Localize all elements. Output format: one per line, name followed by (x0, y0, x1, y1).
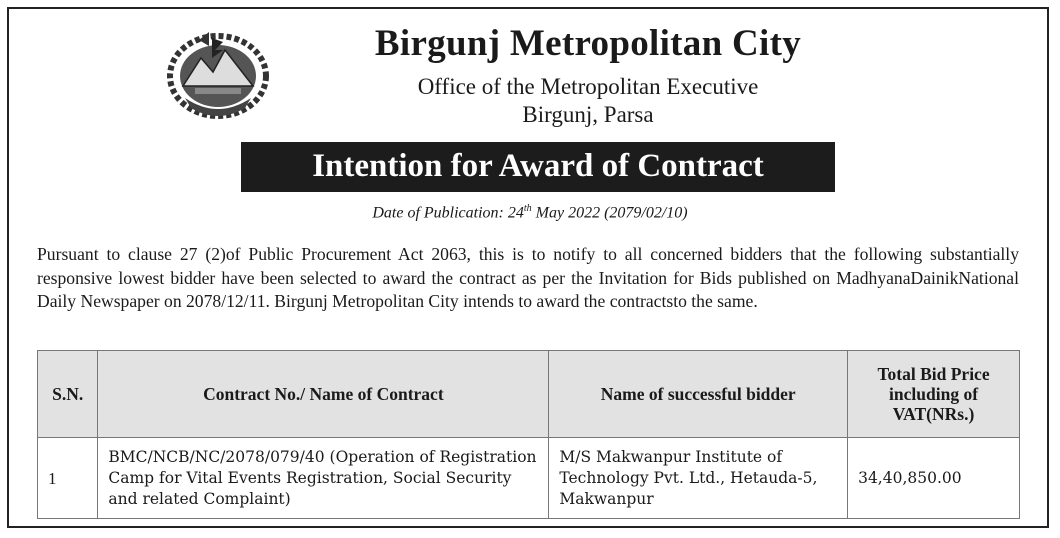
cell-contract: BMC/NCB/NC/2078/079/40 (Operation of Registration Camp for Vital Events Registration, Social Security and related Complaint) (98, 438, 549, 519)
cell-price: 34,40,850.00 (848, 438, 1020, 519)
award-table (37, 350, 1020, 519)
header-bidder: Name of successful bidder (549, 351, 848, 438)
organization-name: Birgunj Metropolitan City (374, 23, 802, 64)
office-name: Office of the Metropolitan Executive (417, 74, 759, 99)
notice-title: Intention for Award of Contract (241, 142, 835, 192)
publication-date: Date of Publication: 24th May 2022 (2079/02/10) (372, 203, 688, 222)
header-contract: Contract No./ Name of Contract (98, 351, 549, 438)
table-header-row (38, 351, 1020, 438)
header-sn: S.N. (38, 351, 98, 438)
table-row (38, 438, 1020, 519)
cell-bidder: M/S Makwanpur Institute of Technology Pvt. Ltd., Hetauda-5, Makwanpur (549, 438, 848, 519)
notice-paragraph: Pursuant to clause 27 (2)of Public Procurement Act 2063, this is to notify to all concerned bidders that the following substantially responsive lowest bidder have been selected to award the contract as per the Invitation for Bids published on MadhyanaDainikNational Daily Newspaper on 2078/12/11. Birgunj Metropolitan City intends to award the contractsto the same. (37, 244, 1019, 311)
cell-sn: 1 (38, 438, 98, 519)
header-price: Total Bid Price including of VAT(NRs.) (848, 351, 1020, 438)
office-location: Birgunj, Parsa (522, 102, 654, 127)
